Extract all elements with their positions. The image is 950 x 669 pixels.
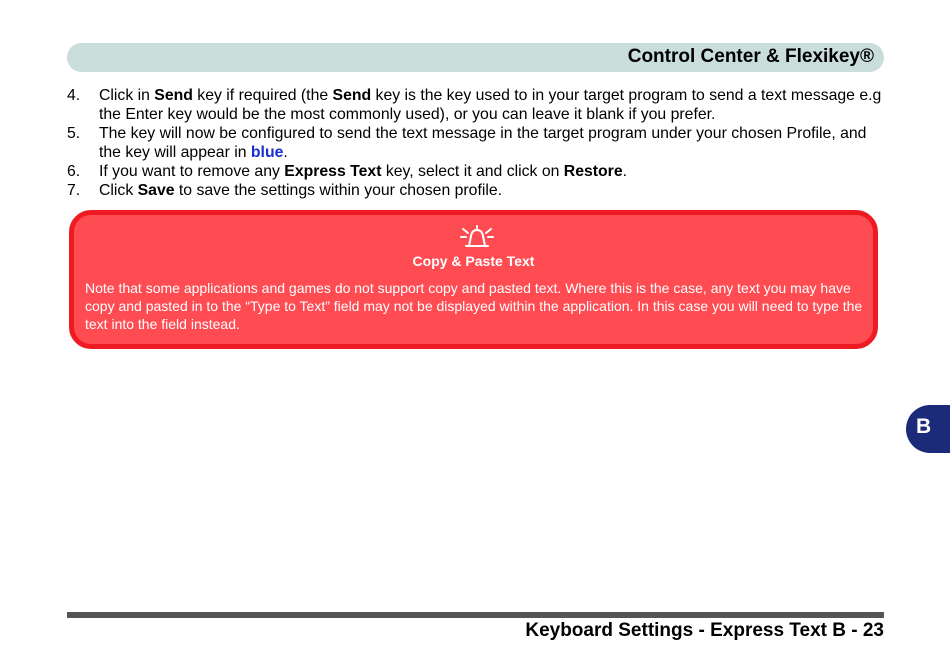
step-text: key is the key used to in your target program to send a text message e.g the Enter key would be the most commonly used), or you can leave it blank if you prefer. [99, 87, 882, 123]
page-header-bar [67, 43, 884, 72]
footer-rule [67, 612, 884, 618]
steps-list [67, 86, 887, 200]
step-item [67, 124, 887, 162]
step-text: . [622, 163, 628, 180]
note-title: Copy & Paste Text [412, 253, 535, 269]
step-item [67, 181, 887, 200]
chapter-tab-label: B [916, 415, 932, 438]
step-text: Click in [99, 87, 155, 104]
step-text: . [283, 144, 288, 161]
note-box [69, 210, 878, 349]
chapter-tab [906, 405, 950, 453]
step-number: 6. [67, 163, 81, 180]
step-blue-word: blue [250, 144, 284, 161]
step-text: The key will now be configured to send the text message in the target program under your chosen Profile, and the key will appear in [99, 125, 867, 161]
step-number: 5. [67, 125, 81, 142]
step-item [67, 162, 887, 181]
step-item [67, 86, 887, 124]
step-bold: Send [154, 87, 193, 104]
step-text: Click [99, 182, 138, 199]
step-number: 4. [67, 87, 81, 104]
step-text: If you want to remove any [99, 163, 285, 180]
alarm-bell-icon [460, 225, 494, 251]
step-bold: Send [332, 87, 372, 104]
step-bold: Express Text [284, 163, 382, 180]
footer-page-label: Keyboard Settings - Express Text B - 23 [525, 620, 884, 641]
note-body: Note that some applications and games do not support copy and pasted text. Where this is the case, any text you may have copy and pasted in to the “Type to Text” field may not be displayed within the application. In this case you will need to type the text into the field instead. [85, 280, 863, 332]
step-bold: Restore [563, 163, 623, 180]
page-header-title: Control Center & Flexikey® [627, 46, 874, 67]
step-text: key if required (the [192, 87, 333, 104]
step-bold: Save [137, 182, 175, 199]
step-text: key, select it and click on [381, 163, 564, 180]
step-text: to save the settings within your chosen profile. [174, 182, 503, 199]
step-number: 7. [67, 182, 81, 199]
